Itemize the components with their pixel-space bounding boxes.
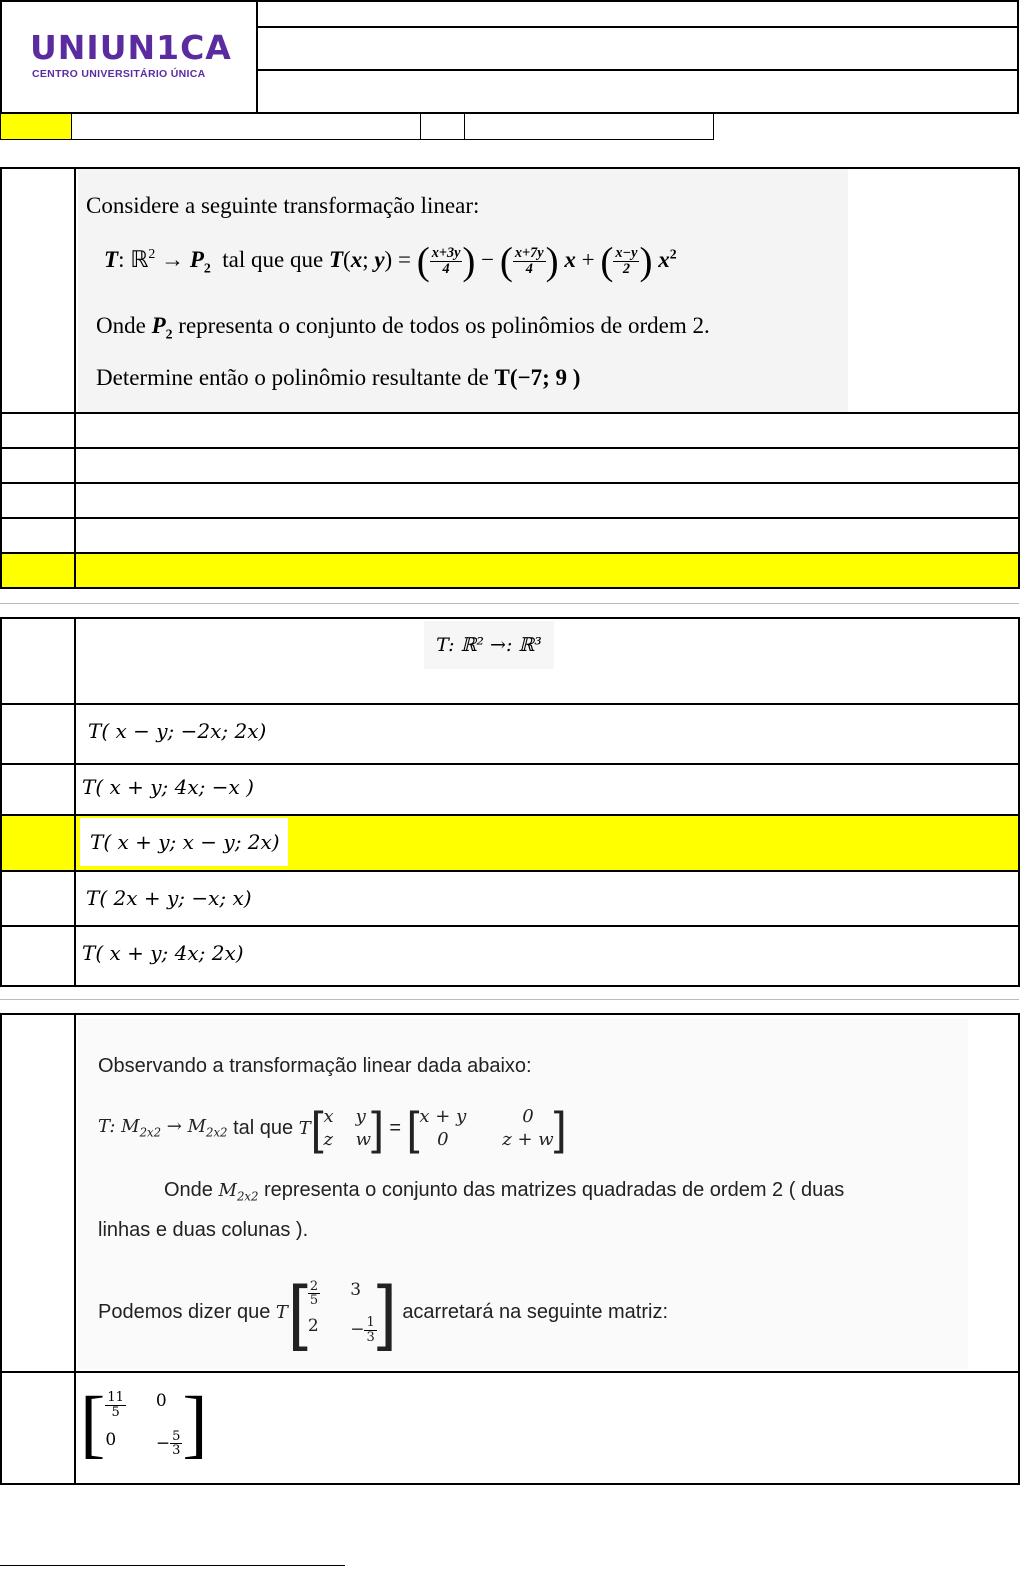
matrix-cell: 0 <box>155 1391 167 1412</box>
fraction-denominator: 5 <box>309 1293 319 1309</box>
answer-option-d[interactable] <box>2 872 1018 927</box>
fraction-numerator: 1 <box>366 1315 375 1330</box>
frac3-top: x−y <box>615 245 638 262</box>
matrix-cell: z + w <box>502 1129 554 1150</box>
matrix-cell: 2 <box>307 1316 319 1336</box>
statement-intro: Considere a seguinte transformação linear: <box>86 193 480 218</box>
answer-option-c-correct[interactable] <box>2 816 1018 872</box>
onde-line-2: linhas e duas colunas ). <box>98 1219 309 1241</box>
frac3-bot: 2 <box>622 261 630 277</box>
question-number-cell <box>2 619 76 703</box>
transformation-formula: T: ℝ$^2$ → $P_2$ tal que que T(x; y) = ( $\frac{x+3y}{4}$ ) − ( $\frac{x+7y}{4}$ ) x + ( $\frac{x-y}{2}$ ) $x^2$ <box>104 240 677 283</box>
statement-formula: T: ℝ² →: ℝ³ <box>424 621 554 669</box>
option-text: T( x − y; −2x; 2x) <box>88 719 267 743</box>
fraction-numerator: 11 <box>107 1390 124 1406</box>
question-2 <box>0 617 1020 987</box>
question-number-cell <box>2 169 76 412</box>
header-table <box>0 0 1019 114</box>
answer-option-a[interactable] <box>2 1373 1018 1483</box>
option-letter-cell <box>2 705 76 763</box>
matrix-cell: x <box>323 1106 334 1127</box>
info-cell <box>420 114 465 139</box>
matrix-cell: 3 <box>350 1279 362 1300</box>
transformation-formula: T: $M_{2x2} \to M_{2x2}$ tal que T [ x y z w ] = [ x + y 0 0 z + w ] <box>98 1102 567 1154</box>
determine-text: Determine então o polinômio resultante de <box>96 365 489 390</box>
option-letter-cell <box>2 765 76 814</box>
podemos-line: Podemos dizer que T [ $\frac{2}{5}$ 3 2 − $\frac{1}{3}$ ] acarretará na seguinte matriz: <box>98 1272 668 1352</box>
matrix-cell: x + y <box>419 1106 467 1127</box>
separator <box>0 603 1019 604</box>
option-text: T( x + y; 4x; −x ) <box>82 775 254 799</box>
answer-option-a[interactable] <box>2 705 1018 765</box>
option-text: T( x + y; x − y; 2x) <box>80 818 288 866</box>
answer-option-a[interactable] <box>2 414 1018 449</box>
option-letter-cell <box>2 449 76 482</box>
question-3-statement <box>2 1015 1018 1373</box>
fraction-numerator: 5 <box>172 1428 181 1444</box>
matrix-cell: y <box>355 1106 366 1127</box>
determine-line <box>96 365 580 391</box>
statement-image <box>78 169 848 412</box>
logo-cell <box>2 2 258 112</box>
option-letter-cell <box>2 554 76 587</box>
info-highlight-cell <box>1 114 72 139</box>
option-letter-cell <box>2 872 76 925</box>
answer-option-d[interactable] <box>2 519 1018 554</box>
onde-post: representa o conjunto de todos os polinômios de ordem 2. <box>178 313 710 338</box>
onde-line: Onde $M_{2x2}$ representa o conjunto das matrizes quadradas de ordem 2 ( duas <box>164 1179 845 1204</box>
fraction-denominator: 3 <box>366 1329 375 1345</box>
answer-option-b[interactable] <box>2 449 1018 484</box>
option-letter-cell <box>2 519 76 552</box>
matrix-cell: 0 <box>105 1429 117 1450</box>
onde-pre: Onde <box>96 313 146 338</box>
statement-intro: Observando a transformação linear dada abaixo: <box>98 1055 532 1077</box>
point-text: T(−7; 9 ) <box>494 365 581 390</box>
podemos-text: Podemos dizer que <box>98 1300 271 1323</box>
answer-option-e[interactable] <box>2 927 1018 985</box>
statement-image <box>78 1019 968 1369</box>
matrix-cell: 0 <box>522 1106 534 1127</box>
frac1-bot: 4 <box>442 261 450 277</box>
onde-post: representa o conjunto das matrizes quadradas de ordem 2 ( duas <box>263 1179 845 1201</box>
answer-option-e-correct[interactable] <box>2 554 1018 587</box>
separator <box>0 999 1019 1000</box>
matrix-cell: 0 <box>437 1129 449 1150</box>
footer-rule <box>0 1565 345 1566</box>
matrix-cell: w <box>355 1129 372 1150</box>
answer-option-c[interactable] <box>2 484 1018 519</box>
header-divider <box>258 69 1018 71</box>
fraction-denominator: 3 <box>172 1443 181 1459</box>
question-3 <box>0 1013 1020 1485</box>
frac2-top: x+7y <box>514 245 544 262</box>
answer-option-b[interactable] <box>2 765 1018 816</box>
frac2-bot: 4 <box>525 261 533 277</box>
question-1-statement <box>2 169 1018 414</box>
question-1 <box>0 167 1020 589</box>
option-letter-cell <box>2 414 76 447</box>
option-letter-cell <box>2 816 76 870</box>
acarretara-text: acarretará na seguinte matriz: <box>402 1300 668 1323</box>
option-letter-cell <box>2 927 76 985</box>
tal-que-text: tal que <box>233 1116 294 1139</box>
option-text: T( 2x + y; −x; x) <box>86 886 252 910</box>
fraction-denominator: 5 <box>111 1404 120 1420</box>
info-bar <box>0 114 714 140</box>
header-divider <box>258 26 1018 28</box>
logo-subtitle: CENTRO UNIVERSITÁRIO ÚNICA <box>32 68 206 80</box>
question-2-statement <box>2 619 1018 705</box>
option-letter-cell <box>2 484 76 517</box>
fraction-numerator: 2 <box>309 1278 319 1294</box>
question-number-cell <box>2 1015 76 1371</box>
matrix-cell: z <box>323 1129 333 1150</box>
onde-line: Onde $P_2$ representa o conjunto de todos os polinômios de ordem 2. <box>96 313 710 342</box>
option-text: T( x + y; 4x; 2x) <box>82 941 244 965</box>
frac1-top: x+3y <box>431 245 461 262</box>
option-letter-cell <box>2 1373 76 1483</box>
logo: UNIUN1CA <box>30 28 232 67</box>
answer-matrix: [ $\frac{11}{5}$ 0 0 − $\frac{5}{3}$ ] <box>80 1382 208 1466</box>
tal-que-text: tal que que <box>222 246 324 272</box>
onde-pre: Onde <box>164 1179 213 1201</box>
